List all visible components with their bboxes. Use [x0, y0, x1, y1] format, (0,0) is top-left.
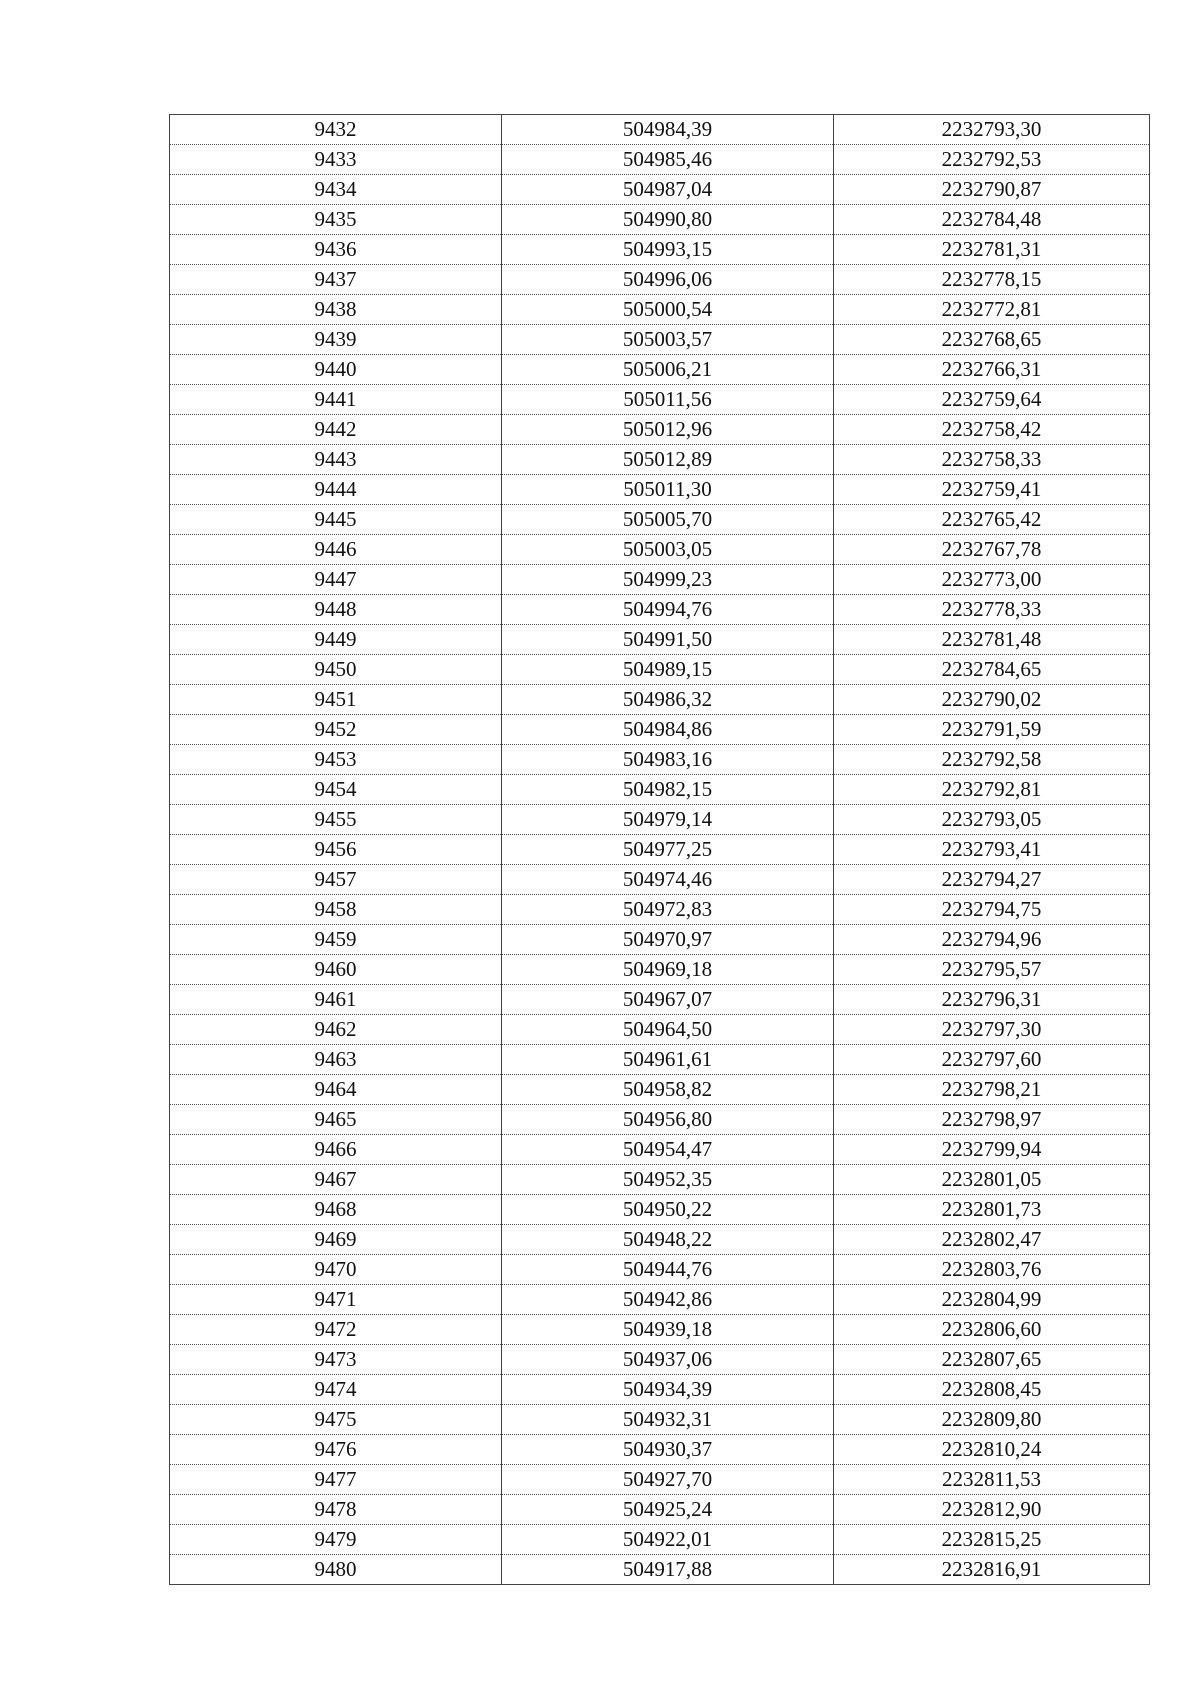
point-number-cell: 9457 [170, 865, 502, 895]
y-coordinate-cell: 2232792,53 [834, 145, 1150, 175]
point-number-cell: 9479 [170, 1525, 502, 1555]
y-coordinate-cell: 2232808,45 [834, 1375, 1150, 1405]
table-row [170, 1285, 1150, 1315]
x-coordinate-cell: 505000,54 [502, 295, 834, 325]
x-coordinate-cell: 504983,16 [502, 745, 834, 775]
point-number-cell: 9470 [170, 1255, 502, 1285]
table-row [170, 445, 1150, 475]
y-coordinate-cell: 2232767,78 [834, 535, 1150, 565]
point-number-cell: 9442 [170, 415, 502, 445]
table-row [170, 535, 1150, 565]
x-coordinate-cell: 504954,47 [502, 1135, 834, 1165]
x-coordinate-cell: 504944,76 [502, 1255, 834, 1285]
y-coordinate-cell: 2232794,96 [834, 925, 1150, 955]
x-coordinate-cell: 504956,80 [502, 1105, 834, 1135]
y-coordinate-cell: 2232784,65 [834, 655, 1150, 685]
point-number-cell: 9461 [170, 985, 502, 1015]
table-row [170, 1195, 1150, 1225]
y-coordinate-cell: 2232798,21 [834, 1075, 1150, 1105]
point-number-cell: 9434 [170, 175, 502, 205]
point-number-cell: 9453 [170, 745, 502, 775]
y-coordinate-cell: 2232793,05 [834, 805, 1150, 835]
x-coordinate-cell: 504930,37 [502, 1435, 834, 1465]
table-row [170, 955, 1150, 985]
table-row [170, 685, 1150, 715]
x-coordinate-cell: 504942,86 [502, 1285, 834, 1315]
y-coordinate-cell: 2232799,94 [834, 1135, 1150, 1165]
y-coordinate-cell: 2232784,48 [834, 205, 1150, 235]
y-coordinate-cell: 2232792,81 [834, 775, 1150, 805]
table-row [170, 715, 1150, 745]
table-row [170, 385, 1150, 415]
point-number-cell: 9478 [170, 1495, 502, 1525]
x-coordinate-cell: 504961,61 [502, 1045, 834, 1075]
table-row [170, 595, 1150, 625]
y-coordinate-cell: 2232801,05 [834, 1165, 1150, 1195]
x-coordinate-cell: 505012,96 [502, 415, 834, 445]
y-coordinate-cell: 2232798,97 [834, 1105, 1150, 1135]
table-row [170, 1435, 1150, 1465]
y-coordinate-cell: 2232765,42 [834, 505, 1150, 535]
table-row [170, 745, 1150, 775]
table-row [170, 1375, 1150, 1405]
x-coordinate-cell: 504967,07 [502, 985, 834, 1015]
x-coordinate-cell: 504952,35 [502, 1165, 834, 1195]
point-number-cell: 9468 [170, 1195, 502, 1225]
point-number-cell: 9449 [170, 625, 502, 655]
y-coordinate-cell: 2232810,24 [834, 1435, 1150, 1465]
y-coordinate-cell: 2232792,58 [834, 745, 1150, 775]
point-number-cell: 9451 [170, 685, 502, 715]
point-number-cell: 9469 [170, 1225, 502, 1255]
y-coordinate-cell: 2232807,65 [834, 1345, 1150, 1375]
x-coordinate-cell: 504934,39 [502, 1375, 834, 1405]
table-row [170, 505, 1150, 535]
table-row [170, 1405, 1150, 1435]
point-number-cell: 9440 [170, 355, 502, 385]
point-number-cell: 9439 [170, 325, 502, 355]
point-number-cell: 9448 [170, 595, 502, 625]
point-number-cell: 9466 [170, 1135, 502, 1165]
point-number-cell: 9438 [170, 295, 502, 325]
table-row [170, 205, 1150, 235]
table-row [170, 1075, 1150, 1105]
x-coordinate-cell: 504958,82 [502, 1075, 834, 1105]
table-row [170, 475, 1150, 505]
x-coordinate-cell: 504996,06 [502, 265, 834, 295]
x-coordinate-cell: 504986,32 [502, 685, 834, 715]
table-row [170, 985, 1150, 1015]
y-coordinate-cell: 2232772,81 [834, 295, 1150, 325]
x-coordinate-cell: 504937,06 [502, 1345, 834, 1375]
x-coordinate-cell: 505011,56 [502, 385, 834, 415]
x-coordinate-cell: 504982,15 [502, 775, 834, 805]
point-number-cell: 9437 [170, 265, 502, 295]
table-row [170, 835, 1150, 865]
x-coordinate-cell: 504970,97 [502, 925, 834, 955]
table-row [170, 1315, 1150, 1345]
y-coordinate-cell: 2232790,02 [834, 685, 1150, 715]
y-coordinate-cell: 2232768,65 [834, 325, 1150, 355]
point-number-cell: 9436 [170, 235, 502, 265]
point-number-cell: 9458 [170, 895, 502, 925]
x-coordinate-cell: 504990,80 [502, 205, 834, 235]
y-coordinate-cell: 2232758,42 [834, 415, 1150, 445]
y-coordinate-cell: 2232773,00 [834, 565, 1150, 595]
point-number-cell: 9462 [170, 1015, 502, 1045]
table-row [170, 925, 1150, 955]
point-number-cell: 9475 [170, 1405, 502, 1435]
x-coordinate-cell: 504948,22 [502, 1225, 834, 1255]
y-coordinate-cell: 2232804,99 [834, 1285, 1150, 1315]
y-coordinate-cell: 2232795,57 [834, 955, 1150, 985]
y-coordinate-cell: 2232793,30 [834, 115, 1150, 145]
point-number-cell: 9464 [170, 1075, 502, 1105]
point-number-cell: 9446 [170, 535, 502, 565]
point-number-cell: 9476 [170, 1435, 502, 1465]
table-row [170, 1165, 1150, 1195]
x-coordinate-cell: 504984,86 [502, 715, 834, 745]
table-row [170, 1045, 1150, 1075]
table-row [170, 775, 1150, 805]
table-row [170, 265, 1150, 295]
point-number-cell: 9467 [170, 1165, 502, 1195]
x-coordinate-cell: 504972,83 [502, 895, 834, 925]
y-coordinate-cell: 2232796,31 [834, 985, 1150, 1015]
point-number-cell: 9472 [170, 1315, 502, 1345]
coordinates-table-body [170, 115, 1150, 1585]
point-number-cell: 9460 [170, 955, 502, 985]
y-coordinate-cell: 2232759,64 [834, 385, 1150, 415]
point-number-cell: 9435 [170, 205, 502, 235]
point-number-cell: 9452 [170, 715, 502, 745]
y-coordinate-cell: 2232812,90 [834, 1495, 1150, 1525]
point-number-cell: 9445 [170, 505, 502, 535]
x-coordinate-cell: 505005,70 [502, 505, 834, 535]
point-number-cell: 9450 [170, 655, 502, 685]
y-coordinate-cell: 2232803,76 [834, 1255, 1150, 1285]
point-number-cell: 9473 [170, 1345, 502, 1375]
x-coordinate-cell: 504994,76 [502, 595, 834, 625]
table-row [170, 865, 1150, 895]
table-row [170, 1525, 1150, 1555]
y-coordinate-cell: 2232759,41 [834, 475, 1150, 505]
table-row [170, 1495, 1150, 1525]
x-coordinate-cell: 505006,21 [502, 355, 834, 385]
x-coordinate-cell: 505012,89 [502, 445, 834, 475]
y-coordinate-cell: 2232781,48 [834, 625, 1150, 655]
table-row [170, 895, 1150, 925]
table-row [170, 805, 1150, 835]
table-row [170, 415, 1150, 445]
x-coordinate-cell: 504979,14 [502, 805, 834, 835]
x-coordinate-cell: 505003,57 [502, 325, 834, 355]
point-number-cell: 9444 [170, 475, 502, 505]
point-number-cell: 9477 [170, 1465, 502, 1495]
table-row [170, 1255, 1150, 1285]
x-coordinate-cell: 504950,22 [502, 1195, 834, 1225]
y-coordinate-cell: 2232811,53 [834, 1465, 1150, 1495]
point-number-cell: 9474 [170, 1375, 502, 1405]
table-row [170, 655, 1150, 685]
point-number-cell: 9455 [170, 805, 502, 835]
y-coordinate-cell: 2232778,33 [834, 595, 1150, 625]
y-coordinate-cell: 2232801,73 [834, 1195, 1150, 1225]
point-number-cell: 9447 [170, 565, 502, 595]
x-coordinate-cell: 504925,24 [502, 1495, 834, 1525]
y-coordinate-cell: 2232790,87 [834, 175, 1150, 205]
x-coordinate-cell: 504932,31 [502, 1405, 834, 1435]
point-number-cell: 9433 [170, 145, 502, 175]
x-coordinate-cell: 504999,23 [502, 565, 834, 595]
table-row [170, 1345, 1150, 1375]
x-coordinate-cell: 505011,30 [502, 475, 834, 505]
y-coordinate-cell: 2232793,41 [834, 835, 1150, 865]
table-row [170, 1135, 1150, 1165]
table-row [170, 625, 1150, 655]
x-coordinate-cell: 504939,18 [502, 1315, 834, 1345]
table-row [170, 1105, 1150, 1135]
table-row [170, 1015, 1150, 1045]
y-coordinate-cell: 2232802,47 [834, 1225, 1150, 1255]
x-coordinate-cell: 504917,88 [502, 1555, 834, 1585]
point-number-cell: 9454 [170, 775, 502, 805]
point-number-cell: 9456 [170, 835, 502, 865]
x-coordinate-cell: 505003,05 [502, 535, 834, 565]
y-coordinate-cell: 2232766,31 [834, 355, 1150, 385]
x-coordinate-cell: 504964,50 [502, 1015, 834, 1045]
y-coordinate-cell: 2232816,91 [834, 1555, 1150, 1585]
x-coordinate-cell: 504977,25 [502, 835, 834, 865]
table-row [170, 235, 1150, 265]
point-number-cell: 9465 [170, 1105, 502, 1135]
y-coordinate-cell: 2232794,75 [834, 895, 1150, 925]
y-coordinate-cell: 2232809,80 [834, 1405, 1150, 1435]
table-row [170, 175, 1150, 205]
x-coordinate-cell: 504989,15 [502, 655, 834, 685]
point-number-cell: 9441 [170, 385, 502, 415]
x-coordinate-cell: 504987,04 [502, 175, 834, 205]
x-coordinate-cell: 504991,50 [502, 625, 834, 655]
point-number-cell: 9459 [170, 925, 502, 955]
point-number-cell: 9443 [170, 445, 502, 475]
x-coordinate-cell: 504969,18 [502, 955, 834, 985]
point-number-cell: 9480 [170, 1555, 502, 1585]
table-row [170, 325, 1150, 355]
table-row [170, 115, 1150, 145]
x-coordinate-cell: 504922,01 [502, 1525, 834, 1555]
point-number-cell: 9471 [170, 1285, 502, 1315]
point-number-cell: 9432 [170, 115, 502, 145]
table-row [170, 295, 1150, 325]
y-coordinate-cell: 2232778,15 [834, 265, 1150, 295]
y-coordinate-cell: 2232797,60 [834, 1045, 1150, 1075]
x-coordinate-cell: 504993,15 [502, 235, 834, 265]
x-coordinate-cell: 504974,46 [502, 865, 834, 895]
y-coordinate-cell: 2232806,60 [834, 1315, 1150, 1345]
table-row [170, 145, 1150, 175]
point-number-cell: 9463 [170, 1045, 502, 1075]
table-row [170, 1465, 1150, 1495]
y-coordinate-cell: 2232791,59 [834, 715, 1150, 745]
y-coordinate-cell: 2232797,30 [834, 1015, 1150, 1045]
y-coordinate-cell: 2232781,31 [834, 235, 1150, 265]
table-row [170, 355, 1150, 385]
coordinates-table [169, 114, 1150, 1585]
y-coordinate-cell: 2232758,33 [834, 445, 1150, 475]
y-coordinate-cell: 2232794,27 [834, 865, 1150, 895]
table-row [170, 1225, 1150, 1255]
table-row [170, 565, 1150, 595]
x-coordinate-cell: 504985,46 [502, 145, 834, 175]
x-coordinate-cell: 504927,70 [502, 1465, 834, 1495]
x-coordinate-cell: 504984,39 [502, 115, 834, 145]
table-row [170, 1555, 1150, 1585]
y-coordinate-cell: 2232815,25 [834, 1525, 1150, 1555]
